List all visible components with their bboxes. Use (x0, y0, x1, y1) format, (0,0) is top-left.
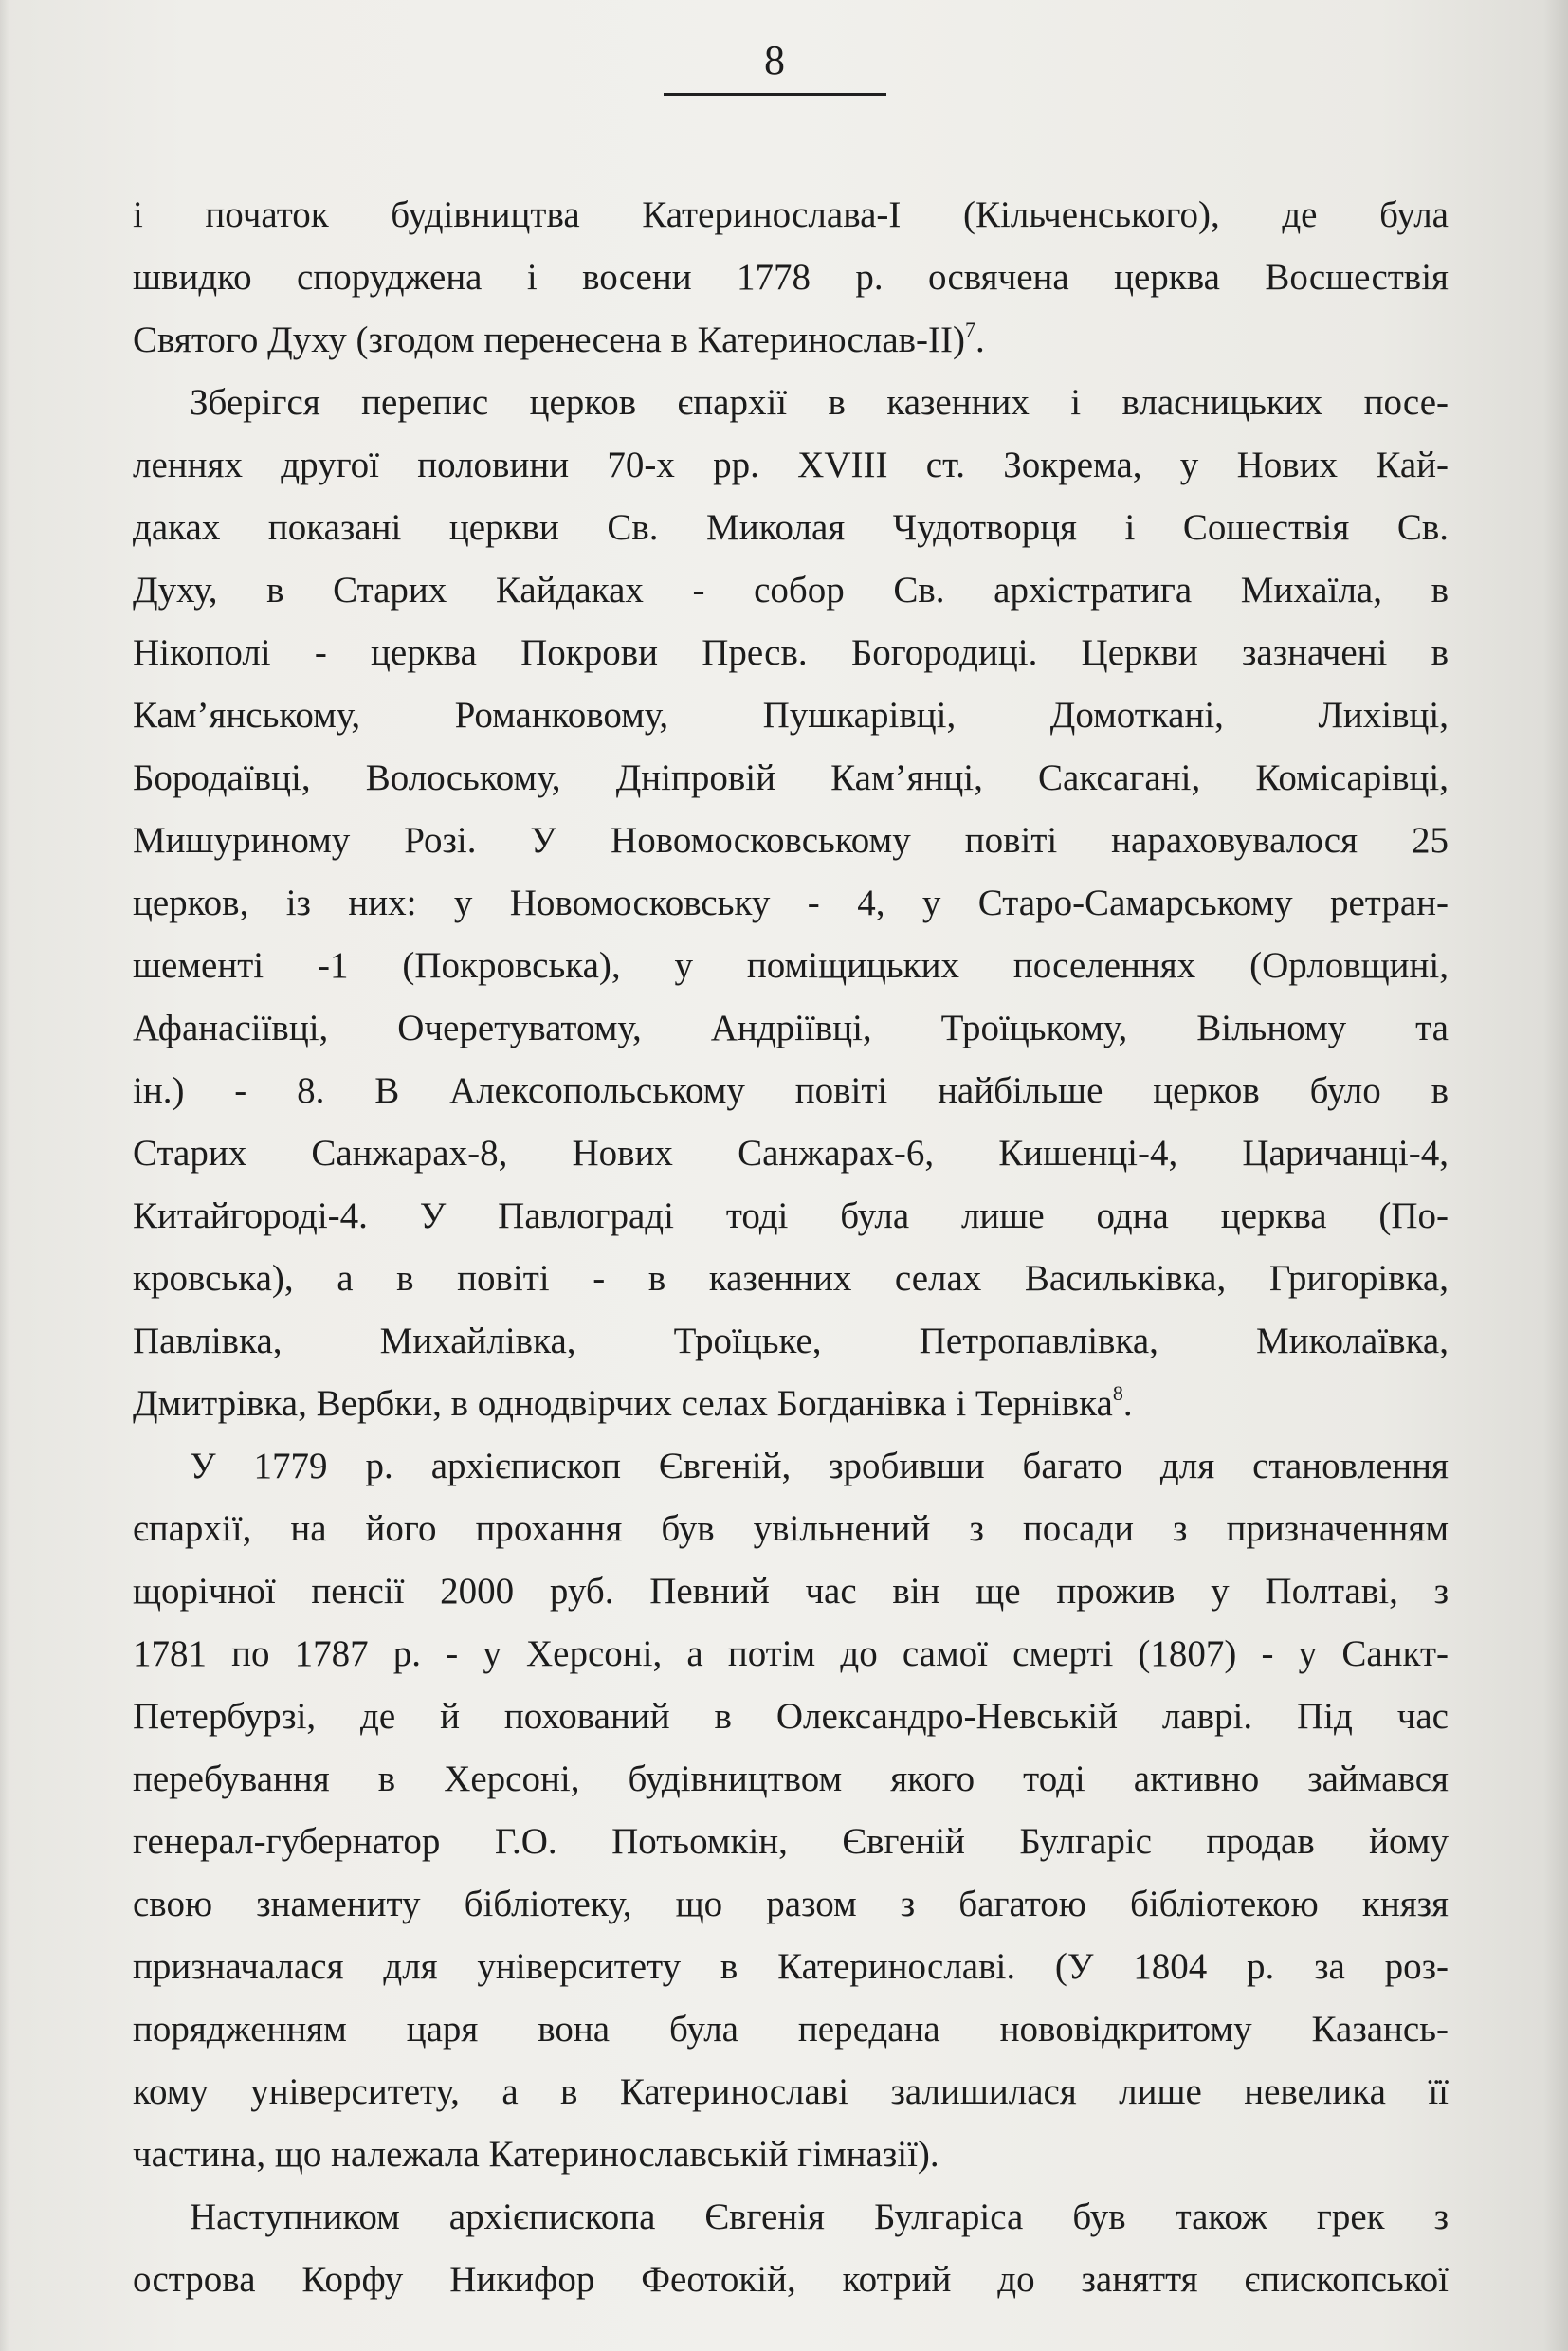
text-line-content: Бородаївці, Волоському, Дніпровій Кам’янці, Саксагані, Комісарівці, (133, 757, 1449, 798)
text-line-content: леннях другої половини 70-х рр. XVIII ст. Зокрема, у Нових Кай- (133, 445, 1449, 485)
text-line-content: Старих Санжарах-8, Нових Санжарах-6, Кишенці-4, Царичанці-4, (133, 1133, 1449, 1174)
page-header (664, 37, 886, 96)
text-line-content: єпархії, на його прохання був увільнений з посади з призначенням (133, 1508, 1449, 1549)
text-line-content: шементі -1 (Покровська), у поміщицьких поселеннях (Орловщині, (133, 945, 1449, 986)
text-line (133, 1998, 1449, 2061)
text-line (133, 1686, 1449, 1748)
text-line-content: Петербурзі, де й похований в Олександро-Невській лаврі. Під час (133, 1696, 1449, 1737)
text-line (133, 1936, 1449, 1998)
footnote-marker: 8 (1112, 1381, 1123, 1405)
text-line-content: і початок будівництва Катеринослава-І (Кільченського), де була (133, 194, 1449, 235)
text-line-content: Наступником архієпископа Євгенія Булгаріса був також грек з (190, 2196, 1449, 2237)
text-line-content: острова Корфу Никифор Феотокій, котрий до заняття єпископської (133, 2259, 1449, 2300)
page-number: 8 (764, 37, 786, 83)
text-line-content: призначалася для університету в Катеринославі. (У 1804 р. за роз- (133, 1946, 1449, 1987)
text-line-content: щорічної пенсії 2000 руб. Певний час він ще прожив у Полтаві, з (133, 1571, 1449, 1612)
text-line (133, 1498, 1449, 1560)
text-line (133, 2061, 1449, 2123)
scan-left-edge (0, 0, 9, 2351)
text-line-content: Духу, в Старих Кайдаках - собор Св. архістратига Михаїла, в (133, 570, 1449, 611)
text-line (133, 1185, 1449, 1248)
text-line (133, 1435, 1449, 1498)
text-line-content: Павлівка, Михайлівка, Троїцьке, Петропавлівка, Миколаївка, (133, 1321, 1449, 1361)
text-line-content: даках показані церкви Св. Миколая Чудотворця і Сошествія Св. (133, 507, 1449, 548)
main-text (133, 184, 1449, 2311)
text-line (133, 684, 1449, 747)
text-line (133, 1122, 1449, 1185)
text-line (133, 559, 1449, 622)
text-line (133, 2123, 1449, 2186)
line-ending-punctuation: . (975, 319, 985, 360)
text-line (133, 810, 1449, 872)
line-ending-punctuation: . (1122, 1383, 1133, 1424)
text-line-content: 1781 по 1787 р. - у Херсоні, а потім до самої смерті (1807) - у Санкт- (133, 1633, 1449, 1674)
text-line (133, 1310, 1449, 1373)
text-line (133, 1873, 1449, 1936)
text-line (133, 935, 1449, 997)
text-line (133, 497, 1449, 559)
text-line-content: порядженням царя вона була передана нововідкритому Казансь- (133, 2009, 1449, 2050)
text-line (133, 1248, 1449, 1310)
text-line-content: Нікополі - церква Покрови Пресв. Богородиці. Церкви зазначені в (133, 632, 1449, 673)
text-line-content: кровська), а в повіті - в казенних селах Васильківка, Григорівка, (133, 1258, 1449, 1299)
text-line-content: генерал-губернатор Г.О. Потьомкін, Євгеній Булгаріс продав йому (133, 1821, 1449, 1862)
text-line-content: частина, що належала Катеринославській гімназії). (133, 2134, 939, 2175)
text-line (133, 2186, 1449, 2249)
text-line (133, 246, 1449, 309)
text-line-content: Китайгороді-4. У Павлограді тоді була лише одна церква (По- (133, 1195, 1449, 1236)
text-line-content: Кам’янському, Романковому, Пушкарівці, Домоткані, Лихівці, (133, 695, 1449, 736)
scan-right-edge (1543, 0, 1568, 2351)
text-line (133, 1748, 1449, 1811)
text-line (133, 184, 1449, 246)
text-line-content: Афанасіївці, Очеретуватому, Андріївці, Троїцькому, Вільному та (133, 1008, 1449, 1048)
text-line (133, 372, 1449, 434)
text-line (133, 622, 1449, 684)
text-line-content: Мишуриному Розі. У Новомосковському повіті нараховувалося 25 (133, 820, 1449, 861)
text-line-content: Дмитрівка, Вербки, в однодвірчих селах Богданівка і Тернівка (133, 1383, 1113, 1424)
text-line (133, 747, 1449, 810)
text-line-content: Зберігся перепис церков єпархії в казенних і власницьких посе- (190, 382, 1449, 423)
text-line-content: Святого Духу (згодом перенесена в Катеринослав-ІІ) (133, 319, 965, 360)
text-line (133, 434, 1449, 497)
text-line (133, 2249, 1449, 2311)
text-line (133, 309, 1449, 372)
text-line-content: перебування в Херсоні, будівництвом якого тоді активно займався (133, 1759, 1449, 1799)
text-line-content: У 1779 р. архієпископ Євгеній, зробивши багато для становлення (190, 1446, 1449, 1486)
page-number-rule (664, 93, 886, 96)
text-line (133, 1560, 1449, 1623)
footnote-marker: 7 (965, 318, 975, 341)
text-line-content: швидко споруджена і восени 1778 р. освячена церква Восшествія (133, 257, 1449, 298)
text-line-content: кому університету, а в Катеринославі залишилася лише невелика її (133, 2071, 1449, 2112)
text-line (133, 1811, 1449, 1873)
text-line (133, 872, 1449, 935)
text-line-content: церков, із них: у Новомосковську - 4, у Старо-Самарському ретран- (133, 883, 1449, 923)
text-line (133, 1060, 1449, 1122)
text-line (133, 997, 1449, 1060)
text-line (133, 1623, 1449, 1686)
text-line (133, 1373, 1449, 1435)
text-line-content: свою знамениту бібліотеку, що разом з багатою бібліотекою князя (133, 1884, 1449, 1924)
text-line-content: ін.) - 8. В Алексопольському повіті найбільше церков було в (133, 1070, 1449, 1111)
